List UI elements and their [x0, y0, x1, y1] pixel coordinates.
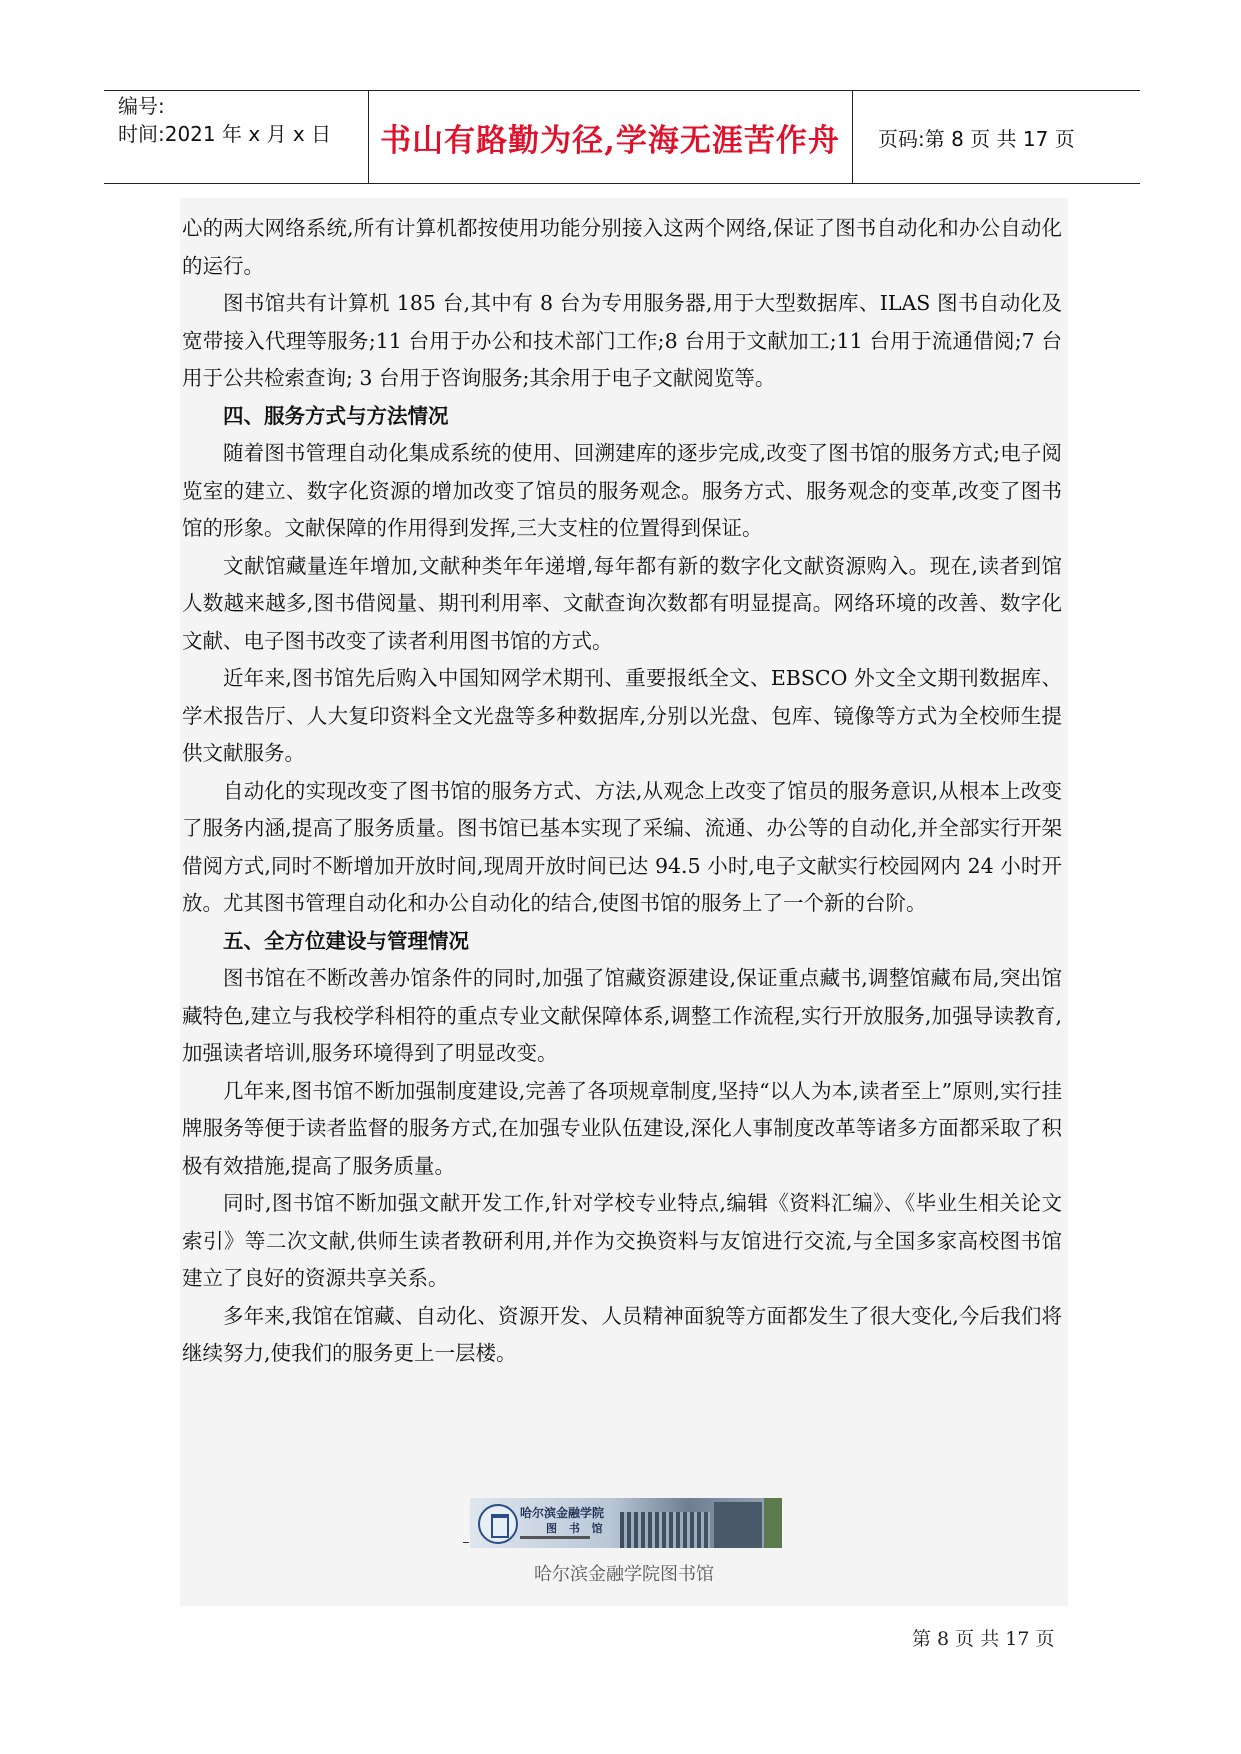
school-seal-icon — [478, 1504, 518, 1544]
section-heading: 五、全方位建设与管理情况 — [223, 928, 469, 953]
header-motto: 书山有路勤为径,学海无涯苦作舟 — [380, 122, 840, 159]
tree-graphic — [764, 1498, 782, 1548]
page-footer: 第 8 页 共 17 页 — [912, 1628, 1055, 1650]
paragraph: 随着图书管理自动化集成系统的使用、回溯建库的逐步完成,改变了图书馆的服务方式;电子阅览室的建立、数字化资源的增加改变了馆员的服务观念。服务方式、服务观念的变革,改变了图书馆的形象。文献保障的作用得到发挥,三大支柱的位置得到保证。 — [182, 441, 1062, 540]
paragraph: 近年来,图书馆先后购入中国知网学术期刊、重要报纸全文、EBSCO 外文全文期刊数据库、学术报告厅、人大复印资料全文光盘等多种数据库,分别以光盘、包库、镜像等方式为全校师生提供文献服务。 — [182, 666, 1062, 765]
building-graphic — [714, 1502, 762, 1548]
paragraph: 心的两大网络系统,所有计算机都按使用功能分别接入这两个网络,保证了图书自动化和办公自动化的运行。 — [182, 216, 1062, 278]
library-banner-image — [470, 1498, 782, 1548]
link-underscore — [463, 1542, 469, 1543]
section-heading: 四、服务方式与方法情况 — [223, 403, 449, 428]
paragraph: 同时,图书馆不断加强文献开发工作,针对学校专业特点,编辑《资料汇编》、《毕业生相关论文索引》等二次文献,供师生读者教研利用,并作为交换资料与友馆进行交流,与全国多家高校图书馆建立了良好的资源共享关系。 — [182, 1191, 1062, 1290]
banner-library-label: 图 书 馆 — [546, 1522, 607, 1535]
paragraph: 几年来,图书馆不断加强制度建设,完善了各项规章制度,坚持“以人为本,读者至上”原则,实行挂牌服务等便于读者监督的服务方式,在加强专业队伍建设,深化人事制度改革等诸多方面都采取了积极有效措施,提高了服务质量。 — [182, 1078, 1062, 1178]
paragraph: 多年来,我馆在馆藏、自动化、资源开发、人员精神面貌等方面都发生了很大变化,今后我们将继续努力,使我们的服务更上一层楼。 — [182, 1303, 1062, 1365]
document-body — [180, 198, 1068, 1606]
banner-school-name: 哈尔滨金融学院 — [520, 1506, 605, 1520]
body-text — [182, 210, 1062, 1373]
building-graphic — [620, 1512, 710, 1548]
header-meta — [118, 91, 368, 183]
page-header — [104, 90, 1140, 184]
number-label: 编号: — [118, 94, 165, 118]
banner-rule — [520, 1536, 590, 1539]
time-label: 时间:2021 年 x 月 x 日 — [118, 122, 332, 146]
header-divider — [852, 91, 853, 183]
paragraph: 图书馆共有计算机 185 台,其中有 8 台为专用服务器,用于大型数据库、ILAS 图书自动化及宽带接入代理等服务;11 台用于办公和技术部门工作;8 台用于文献加工;11 台用于流通借阅;7 台用于公共检索查询; 3 台用于咨询服务;其余用于电子文献阅览等。 — [182, 291, 1062, 390]
paragraph: 图书馆在不断改善办馆条件的同时,加强了馆藏资源建设,保证重点藏书,调整馆藏布局,突出馆藏特色,建立与我校学科相符的重点专业文献保障体系,调整工作流程,实行开放服务,加强导读教育,加强读者培训,服务环境得到了明显改变。 — [182, 966, 1062, 1065]
paragraph: 自动化的实现改变了图书馆的服务方式、方法,从观念上改变了馆员的服务意识,从根本上改变了服务内涵,提高了服务质量。图书馆已基本实现了采编、流通、办公等的自动化,并全部实行开架借阅方式,同时不断增加开放时间,现周开放时间已达 94.5 小时,电子文献实行校园网内 24 小时开放。尤其图书管理自动化和办公自动化的结合,使图书馆的服务上了一个新的台阶。 — [182, 778, 1062, 915]
paragraph: 文献馆藏量连年增加,文献种类年年递增,每年都有新的数字化文献资源购入。现在,读者到馆人数越来越多,图书借阅量、期刊利用率、文献查询次数都有明显提高。网络环境的改善、数字化文献、电子图书改变了读者利用图书馆的方式。 — [182, 553, 1062, 653]
header-page-code: 页码:第 8 页 共 17 页 — [878, 126, 1075, 151]
image-caption: 哈尔滨金融学院图书馆 — [534, 1564, 714, 1585]
